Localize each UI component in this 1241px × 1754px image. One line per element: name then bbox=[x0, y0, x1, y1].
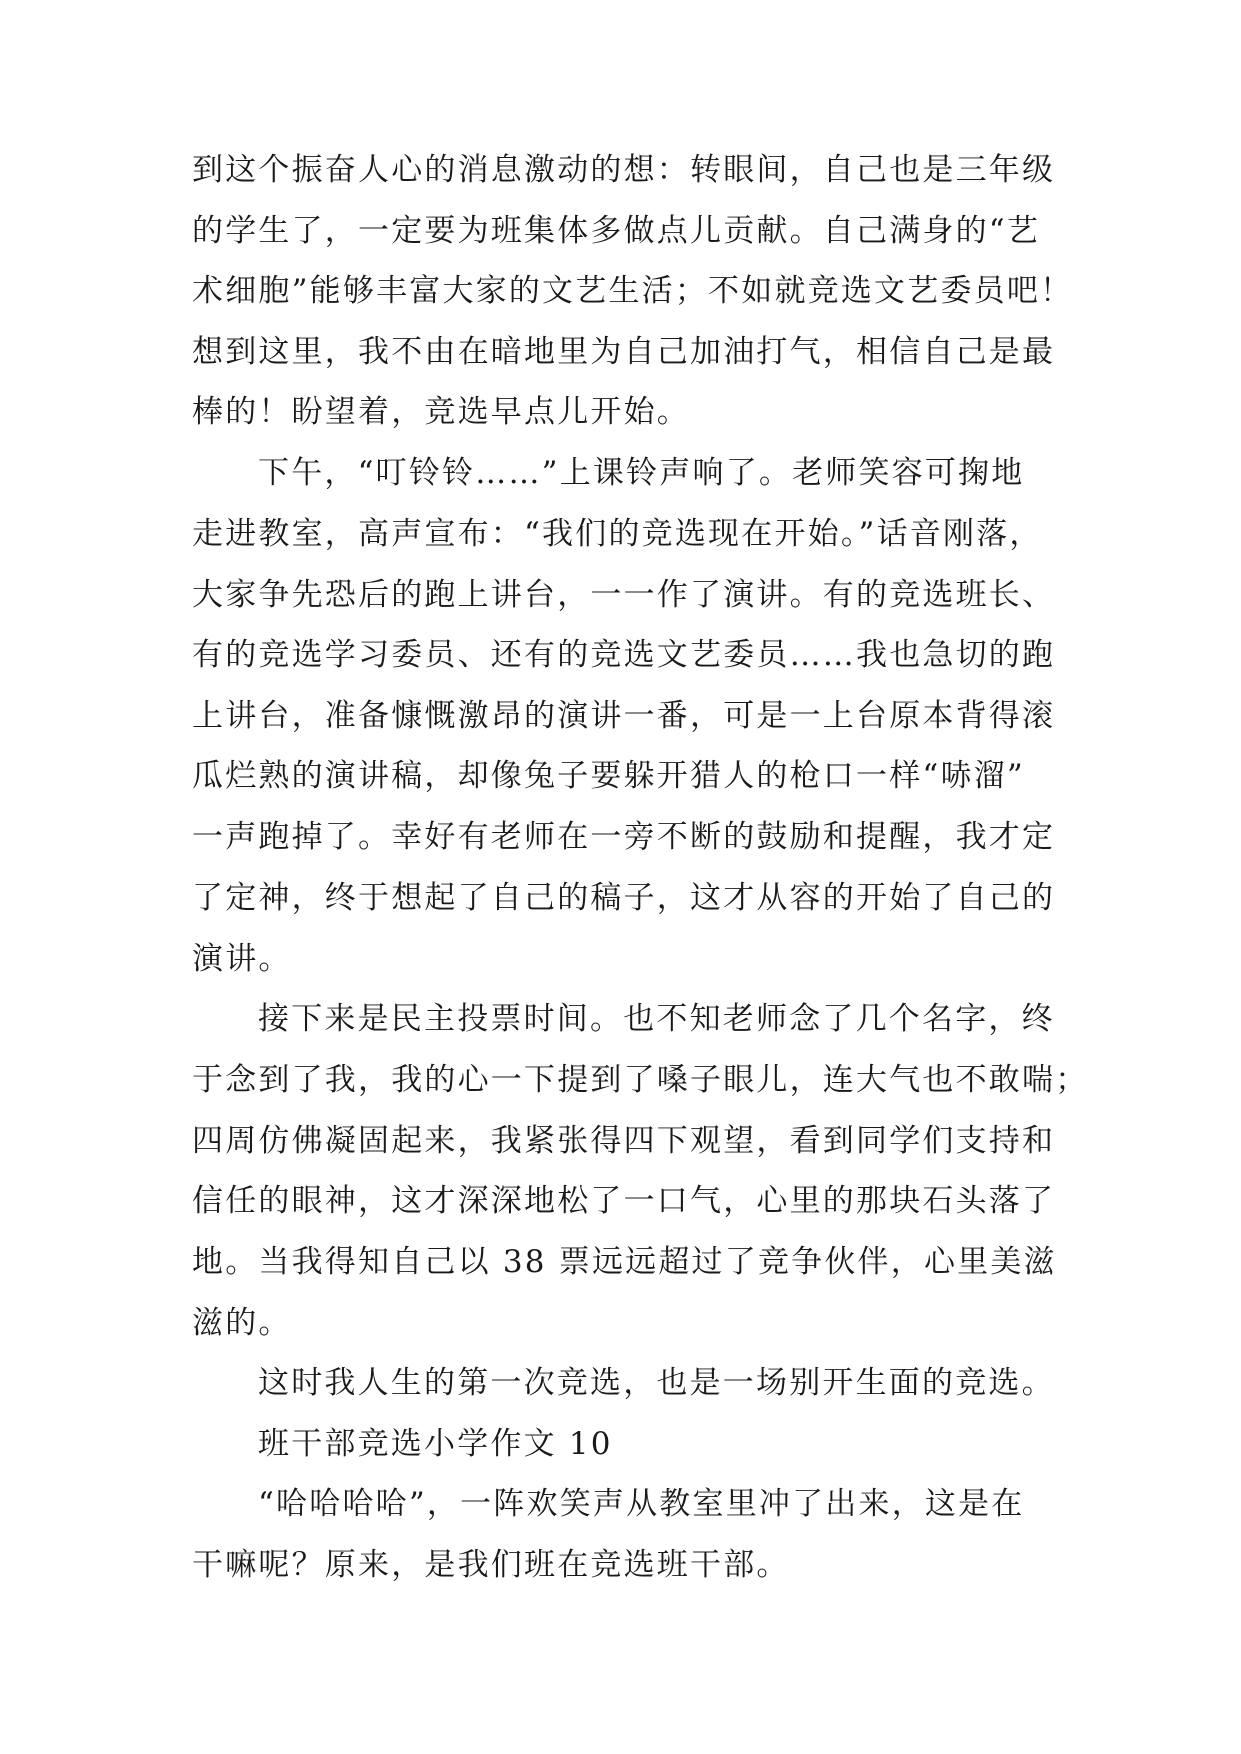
paragraph-start-line: 这时我人生的第一次竞选，也是一场别开生面的竞选。 bbox=[258, 1365, 1055, 1401]
text-line: 上讲台，准备慷慨激昂的演讲一番，可是一上台原本背得滚 bbox=[192, 698, 1056, 734]
section-heading: 班干部竞选小学作文 10 bbox=[258, 1426, 613, 1462]
text-line: 的学生了，一定要为班集体多做点儿贡献。自己满身的“艺 bbox=[192, 213, 1041, 249]
text-line: 瓜烂熟的演讲稿，却像兔子要躲开猎人的枪口一样“哧溜” bbox=[192, 758, 1025, 794]
text-line: 走进教室，高声宣布：“我们的竞选现在开始。”话音刚落， bbox=[192, 516, 1043, 552]
text-line: 演讲。 bbox=[192, 941, 292, 977]
text-line: 有的竞选学习委员、还有的竞选文艺委员……我也急切的跑 bbox=[192, 637, 1056, 673]
text-line: 到这个振奋人心的消息激动的想：转眼间，自己也是三年级 bbox=[192, 152, 1056, 188]
text-line: 干嘛呢？原来，是我们班在竞选班干部。 bbox=[192, 1547, 790, 1583]
text-line: 地。当我得知自己以 38 票远远超过了竞争伙伴，心里美滋 bbox=[192, 1244, 1057, 1280]
text-line: 一声跑掉了。幸好有老师在一旁不断的鼓励和提醒，我才定 bbox=[192, 819, 1056, 855]
text-line: 棒的！盼望着，竞选早点儿开始。 bbox=[192, 394, 690, 430]
paragraph-start-line: 下午，“叮铃铃……”上课铃声响了。老师笑容可掬地 bbox=[258, 455, 1025, 491]
text-line: 于念到了我，我的心一下提到了嗓子眼儿，连大气也不敢喘； bbox=[192, 1062, 1089, 1098]
paragraph-start-line: 接下来是民主投票时间。也不知老师念了几个名字，终 bbox=[258, 1001, 1055, 1037]
text-line: 四周仿佛凝固起来，我紧张得四下观望，看到同学们支持和 bbox=[192, 1123, 1056, 1159]
text-line: 术细胞”能够丰富大家的文艺生活；不如就竞选文艺委员吧！ bbox=[192, 273, 1074, 309]
text-line: 了定神，终于想起了自己的稿子，这才从容的开始了自己的 bbox=[192, 880, 1056, 916]
paragraph-start-line: “哈哈哈哈”，一阵欢笑声从教室里冲了出来，这是在 bbox=[258, 1486, 1025, 1522]
text-line: 大家争先恐后的跑上讲台，一一作了演讲。有的竞选班长、 bbox=[192, 577, 1056, 613]
text-line: 滋的。 bbox=[192, 1305, 292, 1341]
text-line: 想到这里，我不由在暗地里为自己加油打气，相信自己是最 bbox=[192, 334, 1056, 370]
text-line: 信任的眼神，这才深深地松了一口气，心里的那块石头落了 bbox=[192, 1183, 1056, 1219]
